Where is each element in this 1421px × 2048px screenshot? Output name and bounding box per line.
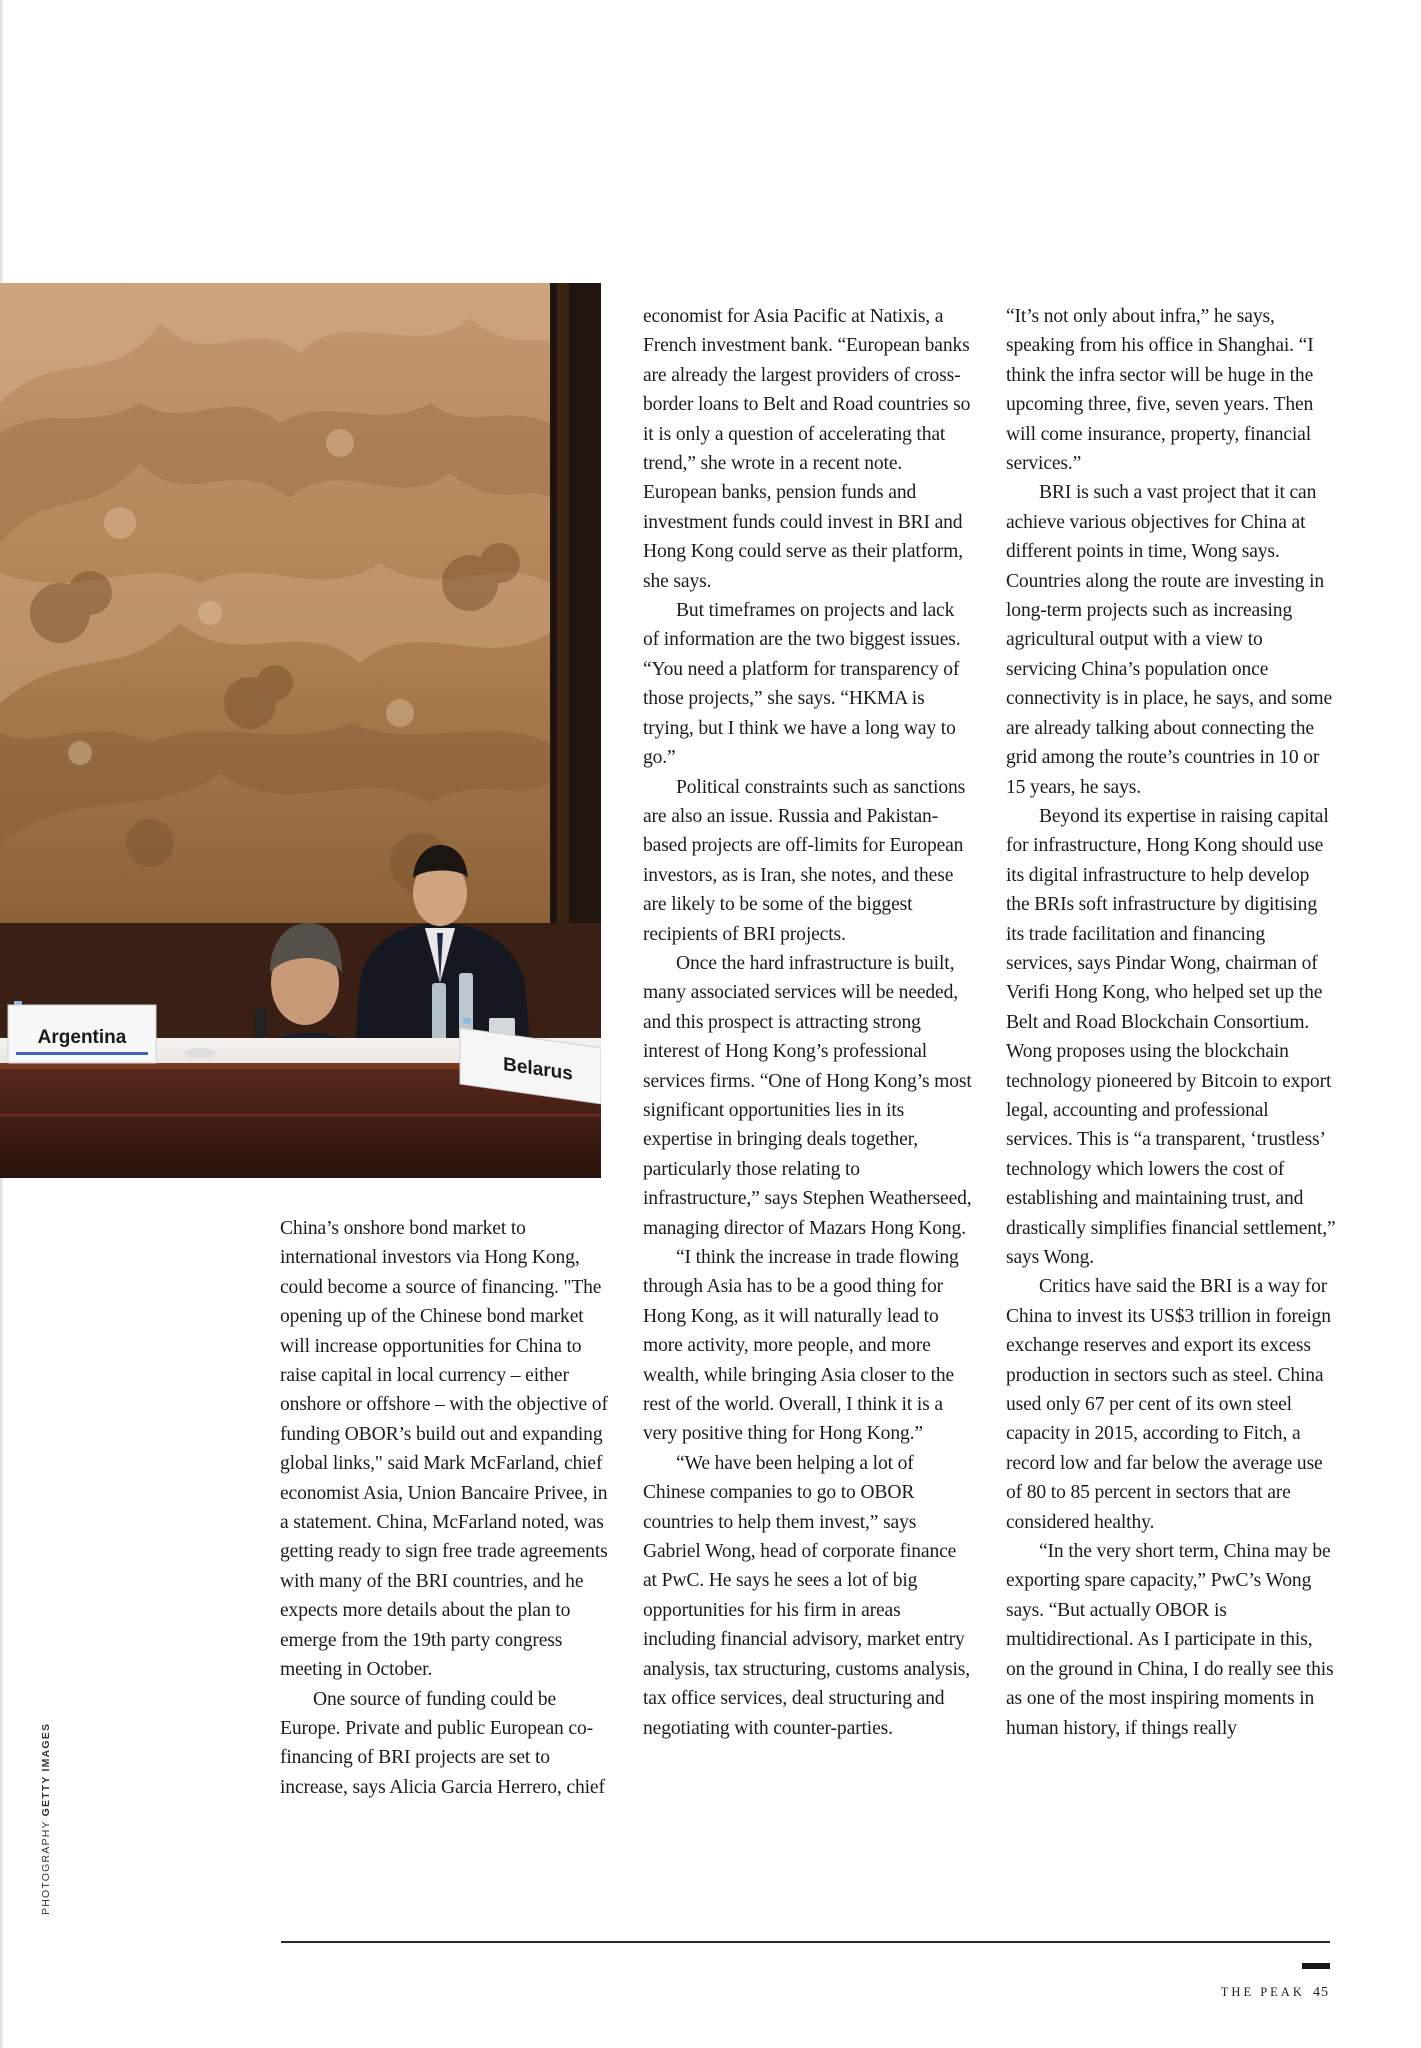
summit-photo-illustration (0, 283, 601, 1178)
paragraph: Political constraints such as sanctions are also an issue. Russia and Pakistan-based projects are off-limits for European investors, as is Iran, she notes, and these are likely to be some of the biggest recipients of BRI projects. (643, 776, 966, 945)
belarus-label: Belarus (503, 1054, 573, 1085)
paragraph: China’s onshore bond market to international investors via Hong Kong, could become a source of financing. "The opening up of the Chinese bond market will increase opportunities for China to raise capital in local currency – either onshore or offshore – with the objective of funding OBOR’s build out and expanding global links," said Mark McFarland, chief economist Asia, Union Bancaire Privee, in a statement. China, McFarland noted, was getting ready to sign free trade agreements with many of the BRI countries, and he expects more details about the plan to emerge from the 19th party congress meeting in October. (280, 1218, 608, 1681)
paragraph: One source of funding could be Europe. Private and public European co-financing of BRI projects are set to increase, says Alicia Garcia Herrero, chief (280, 1688, 605, 1798)
page-number: 45 (1313, 1985, 1329, 2000)
summit-photo (0, 283, 601, 1178)
paragraph: BRI is such a vast project that it can achieve various objectives for China at different points in time, Wong says. Countries along the route are investing in long-term projects such as increasing agricultural output with a view to servicing China’s population once connectivity is in place, he says, and some are already talking about connecting the grid among the route’s countries in 10 or 15 years, he says. (1006, 482, 1333, 798)
footer-marker (1302, 1963, 1330, 1969)
column-2 (643, 302, 973, 1743)
paragraph: Once the hard infrastructure is built, many associated services will be needed, and this prospect is attracting strong interest of Hong Kong’s professional services firms. “One of Hong Kong’s most significant opportunities lies in its expertise in bringing deals together, particularly those relating to infrastructure,” says Stephen Weatherseed, managing director of Mazars Hong Kong. (643, 952, 972, 1239)
argentina-placard (8, 1005, 156, 1063)
argentina-label: Argentina (37, 1027, 127, 1048)
paragraph: Critics have said the BRI is a way for China to invest its US$3 trillion in foreign exchange reserves and export its excess production in sectors such as steel. China used only 67 per cent of its own steel capacity in 2015, according to Fitch, a record low and far below the average use of 80 to 85 percent in sectors that are considered healthy. (1006, 1276, 1331, 1533)
paragraph: “We have been helping a lot of Chinese companies to go to OBOR countries to help them invest,” says Gabriel Wong, head of corporate finance at PwC. He says he sees a lot of big opportunities for his firm in areas including financial advisory, market entry analysis, tax structuring, customs analysis, tax office services, deal structuring and negotiating with counter-parties. (643, 1452, 970, 1739)
footer-rule (281, 1941, 1330, 1943)
folio (1221, 1985, 1329, 2001)
paragraph: “In the very short term, China may be exporting spare capacity,” PwC’s Wong says. “But actually OBOR is multidirectional. As I participate in this, on the ground in China, I do really see this as one of the most inspiring moments in human history, if things really (1006, 1541, 1334, 1739)
paragraph: But timeframes on projects and lack of information are the two biggest issues. “You need a platform for transparency of those projects,” she says. “HKMA is trying, but I think we have a long way to go.” (643, 600, 961, 769)
paragraph: “I think the increase in trade flowing through Asia has to be a good thing for Hong Kong, as it will naturally lead to more activity, more people, and more wealth, while bringing Asia closer to the rest of the world. Overall, I think it is a very positive thing for Hong Kong.” (643, 1247, 959, 1445)
paragraph: “It’s not only about infra,” he says, speaking from his office in Shanghai. “I think the infra sector will be huge in the upcoming three, five, seven years. Then will come insurance, property, financial services.” (1006, 306, 1314, 475)
column-1 (280, 1214, 610, 1802)
photo-credit (40, 1722, 54, 1915)
credit-prefix: PHOTOGRAPHY (40, 1820, 52, 1915)
magazine-name: THE PEAK (1220, 1985, 1305, 1999)
paragraph: Beyond its expertise in raising capital for infrastructure, Hong Kong should use its digital infrastructure to help develop the BRIs soft infrastructure by digitising its trade facilitation and financing services, says Pindar Wong, chairman of Verifi Hong Kong, who helped set up the Belt and Road Blockchain Consortium. Wong proposes using the blockchain technology pioneered by Bitcoin to export legal, accounting and professional services. This is “a transparent, ‘trustless’ technology which lowers the cost of establishing and maintaining trust, and drastically simplifies financial settlement,” says Wong. (1006, 805, 1336, 1268)
column-3 (1006, 302, 1336, 1743)
paragraph: economist for Asia Pacific at Natixis, a French investment bank. “European banks are already the largest providers of cross-border loans to Belt and Road countries so it is only a question of accelerating that trend,” she wrote in a recent note. European banks, pension funds and investment funds could invest in BRI and Hong Kong could serve as their platform, she says. (643, 306, 971, 592)
credit-agency: GETTY IMAGES (40, 1722, 52, 1817)
